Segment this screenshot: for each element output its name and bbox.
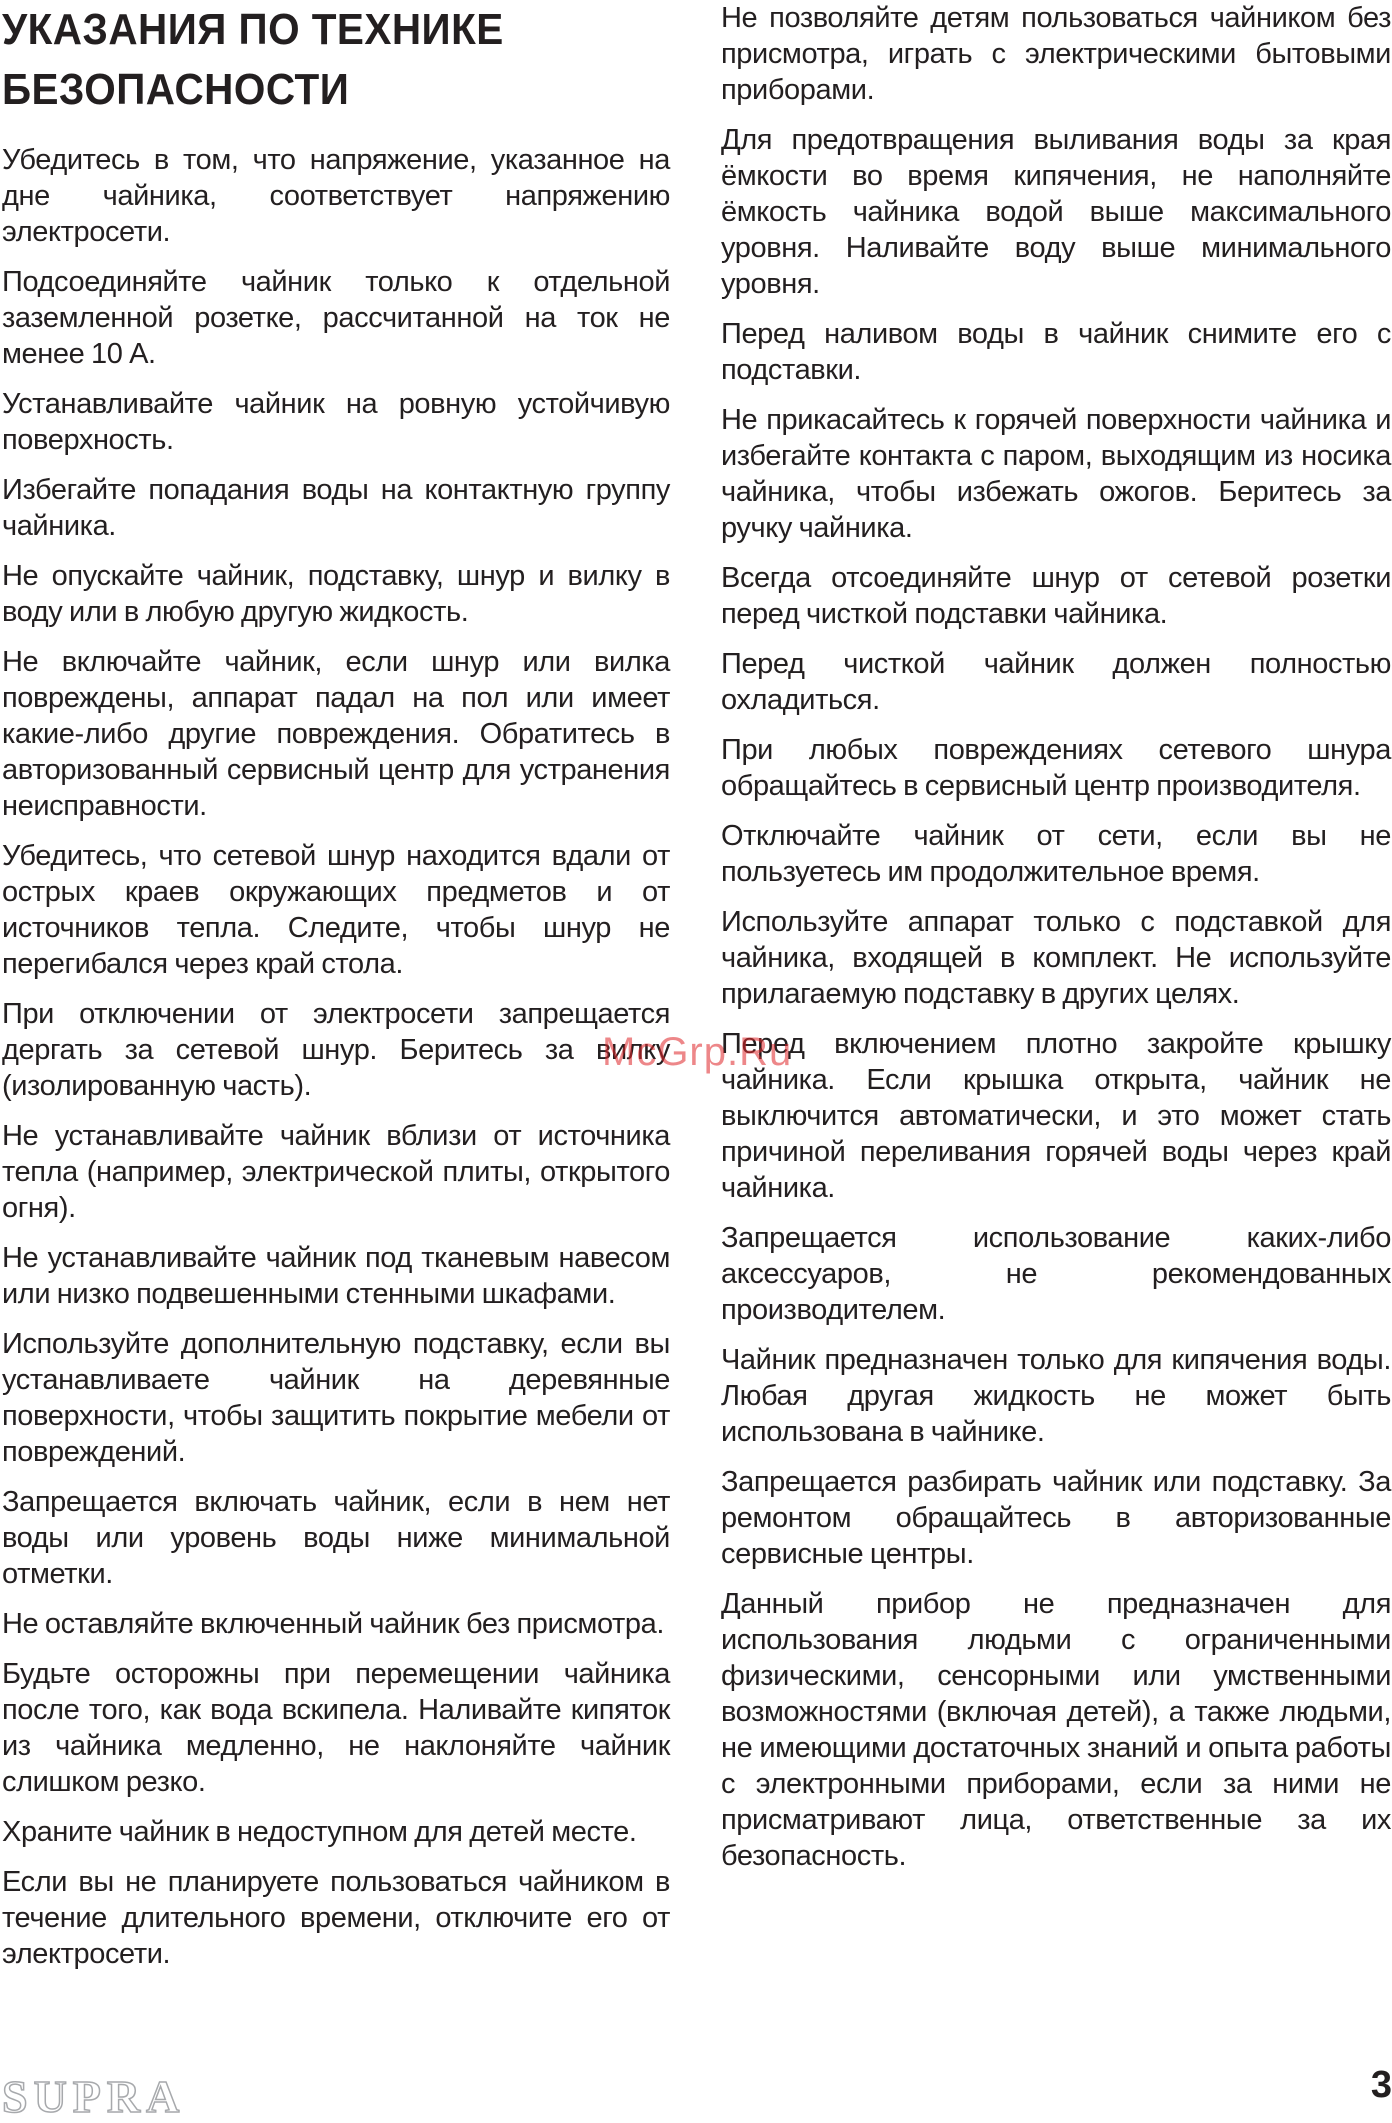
safety-paragraph: Если вы не планируете пользоваться чайником в течение длительного времени, отключите его от электросети. <box>2 1866 670 1970</box>
safety-paragraph: Убедитесь, что сетевой шнур находится вдали от острых краев окружающих предметов и от источников тепла. Следите, чтобы шнур не перегибался через край стола. <box>2 840 670 980</box>
safety-paragraph: Чайник предназначен только для кипячения воды. Любая другая жидкость не может быть использована в чайнике. <box>721 1344 1391 1448</box>
safety-paragraph: Перед включением плотно закройте крышку чайника. Если крышка открыта, чайник не выключится автоматически, и это может стать причиной переливания горячей воды через край чайника. <box>721 1028 1391 1204</box>
page-number: 3 <box>1370 2064 1392 2106</box>
safety-paragraph: Будьте осторожны при перемещении чайника после того, как вода вскипела. Наливайте кипяток из чайника медленно, не наклоняйте чайник слишком резко. <box>2 1658 670 1798</box>
safety-paragraph: Перед наливом воды в чайник снимите его с подставки. <box>721 318 1391 386</box>
safety-paragraph: Храните чайник в недоступном для детей месте. <box>2 1816 637 1848</box>
safety-paragraph: Всегда отсоединяйте шнур от сетевой розетки перед чисткой подставки чайника. <box>721 562 1391 630</box>
safety-paragraph: При отключении от электросети запрещается дергать за сетевой шнур. Беритесь за вилку (изолированную часть). <box>2 998 670 1102</box>
page-title <box>2 0 646 120</box>
safety-paragraph: Не опускайте чайник, подставку, шнур и вилку в воду или в любую другую жидкость. <box>2 560 670 628</box>
safety-paragraph: При любых повреждениях сетевого шнура обращайтесь в сервисный центр производителя. <box>721 734 1391 802</box>
right-column <box>721 0 1391 1888</box>
safety-paragraph: Данный прибор не предназначен для использования людьми с ограниченными физическими, сенсорными или умственными возможностями (включая детей), а также людьми, не имеющими достаточных знаний и опыта работы с электронными приборами, если за ними не присматривают лица, ответственные за их безопасность. <box>721 1588 1391 1872</box>
safety-paragraph: Устанавливайте чайник на ровную устойчивую поверхность. <box>2 388 670 456</box>
safety-paragraph: Используйте аппарат только с подставкой для чайника, входящей в комплект. Не используйте прилагаемую подставку в других целях. <box>721 906 1391 1010</box>
safety-paragraph: Не прикасайтесь к горячей поверхности чайника и избегайте контакта с паром, выходящим из носика чайника, чтобы избежать ожогов. Беритесь за ручку чайника. <box>721 404 1391 544</box>
safety-paragraph: Для предотвращения выливания воды за края ёмкости во время кипячения, не наполняйте ёмкость чайника водой выше максимального уровня. Наливайте воду выше минимального уровня. <box>721 124 1391 300</box>
safety-paragraph: Убедитесь в том, что напряжение, указанное на дне чайника, соответствует напряжению электросети. <box>2 144 670 248</box>
page-title-line-2: БЕЗОПАСНОСТИ <box>2 65 350 114</box>
safety-paragraph: Не устанавливайте чайник под тканевым навесом или низко подвешенными стенными шкафами. <box>2 1242 670 1310</box>
safety-paragraph: Не оставляйте включенный чайник без присмотра. <box>2 1608 665 1640</box>
safety-paragraph: Не позволяйте детям пользоваться чайником без присмотра, играть с электрическими бытовыми приборами. <box>721 2 1391 106</box>
safety-paragraph: Используйте дополнительную подставку, если вы устанавливаете чайник на деревянные поверхности, чтобы защитить покрытие мебели от повреждений. <box>2 1328 670 1468</box>
safety-paragraph: Подсоединяйте чайник только к отдельной заземленной розетке, рассчитанной на ток не менее 10 А. <box>2 266 670 370</box>
safety-paragraph: Не устанавливайте чайник вблизи от источника тепла (например, электрической плиты, открытого огня). <box>2 1120 670 1224</box>
page-title-line-1: УКАЗАНИЯ ПО ТЕХНИКЕ <box>2 5 504 54</box>
safety-paragraph: Запрещается использование каких-либо аксессуаров, не рекомендованных производителем. <box>721 1222 1391 1326</box>
safety-paragraph: Запрещается разбирать чайник или подставку. За ремонтом обращайтесь в авторизованные сервисные центры. <box>721 1466 1391 1570</box>
safety-paragraph: Не включайте чайник, если шнур или вилка повреждены, аппарат падал на пол или имеет какие-либо другие повреждения. Обратитесь в авторизованный сервисный центр для устранения неисправности. <box>2 646 670 822</box>
safety-paragraph: Избегайте попадания воды на контактную группу чайника. <box>2 474 670 542</box>
safety-paragraph: Перед чисткой чайник должен полностью охладиться. <box>721 648 1391 716</box>
brand-logo: SUPRA <box>2 2071 186 2122</box>
safety-paragraph: Отключайте чайник от сети, если вы не пользуетесь им продолжительное время. <box>721 820 1391 888</box>
left-column <box>2 0 670 1986</box>
safety-paragraph: Запрещается включать чайник, если в нем нет воды или уровень воды ниже минимальной отметки. <box>2 1486 670 1590</box>
site-watermark: McGrp.Ru <box>602 1030 793 1074</box>
